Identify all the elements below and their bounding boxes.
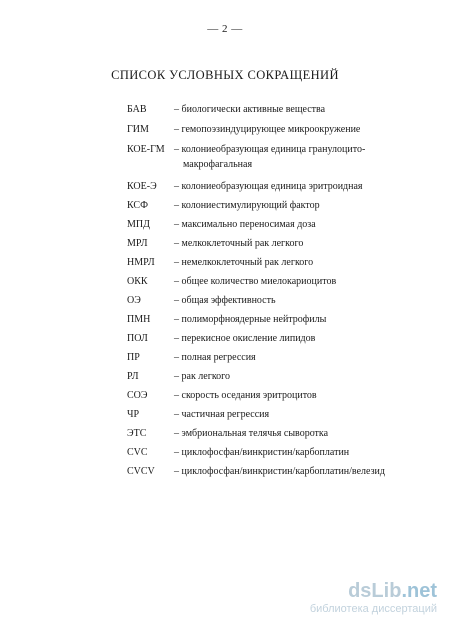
abbreviation-definition: – общая эффективность [174,295,276,306]
abbreviation-term: ОЭ [127,295,141,306]
abbreviation-term: ЭТС [127,428,147,439]
abbreviation-term: CVCV [127,466,155,477]
abbreviation-term: ОКК [127,276,148,287]
list-item [0,143,450,175]
abbreviation-term: КСФ [127,200,148,211]
abbreviation-definition: – перекисное окисление липидов [174,333,316,344]
abbreviation-term: ПР [127,352,140,363]
abbreviation-term: КОЕ-ГМ [127,144,165,155]
abbreviation-definition: – колониеобразующая единица гранулоцито- [174,144,366,155]
abbreviation-term: СОЭ [127,390,148,401]
abbreviation-term: CVC [127,447,148,458]
abbreviation-definition: – общее количество миелокариоцитов [174,276,337,287]
abbreviation-definition: – рак легкого [174,371,231,382]
page-number: — 2 — [207,23,243,35]
abbreviation-term: РЛ [127,371,139,382]
abbreviation-definition: – гемопоэзиндуцирующее микроокружение [174,124,361,135]
watermark-logo-main: dsLib [348,580,402,602]
abbreviation-definition: – колониестимулирующий фактор [174,200,320,211]
abbreviation-definition: – колониеобразующая единица эритроидная [174,181,363,192]
abbreviation-definition: – немелкоклеточный рак легкого [174,257,314,268]
watermark-logo-suffix: .net [401,580,437,602]
abbreviation-definition: – частичная регрессия [174,409,270,420]
abbreviation-term: ЧР [127,409,140,420]
abbreviation-term: ГИМ [127,124,149,135]
watermark [270,580,445,618]
abbreviation-term: ПМН [127,314,151,325]
abbreviation-definition: – эмбриональная телячья сыворотка [174,428,329,439]
abbreviation-term: КОЕ-Э [127,181,157,192]
abbreviation-term: МПД [127,219,150,230]
abbreviation-definition: – скорость оседания эритроцитов [174,390,317,401]
abbreviation-term: БАВ [127,104,147,115]
abbreviation-definition: – циклофосфан/винкристин/карбоплатин/велезид [174,466,385,477]
abbreviation-definition-continuation: макрофагальная [183,159,253,170]
watermark-tagline: библиотека диссертаций [309,603,437,615]
abbreviation-definition: – максимально переносимая доза [174,219,316,230]
abbreviation-term: ПОЛ [127,333,148,344]
abbreviation-term: НМРЛ [127,257,155,268]
abbreviation-definition: – биологически активные вещества [174,104,326,115]
abbreviation-term: МРЛ [127,238,148,249]
abbreviation-definition: – полная регрессия [174,352,256,363]
page-title: СПИСОК УСЛОВНЫХ СОКРАЩЕНИЙ [111,68,339,82]
abbreviation-definition: – мелкоклеточный рак легкого [174,238,304,249]
abbreviation-definition: – циклофосфан/винкристин/карбоплатин [174,447,350,458]
watermark-logo [348,580,437,603]
abbreviation-definition: – полиморфноядерные нейтрофилы [174,314,327,325]
